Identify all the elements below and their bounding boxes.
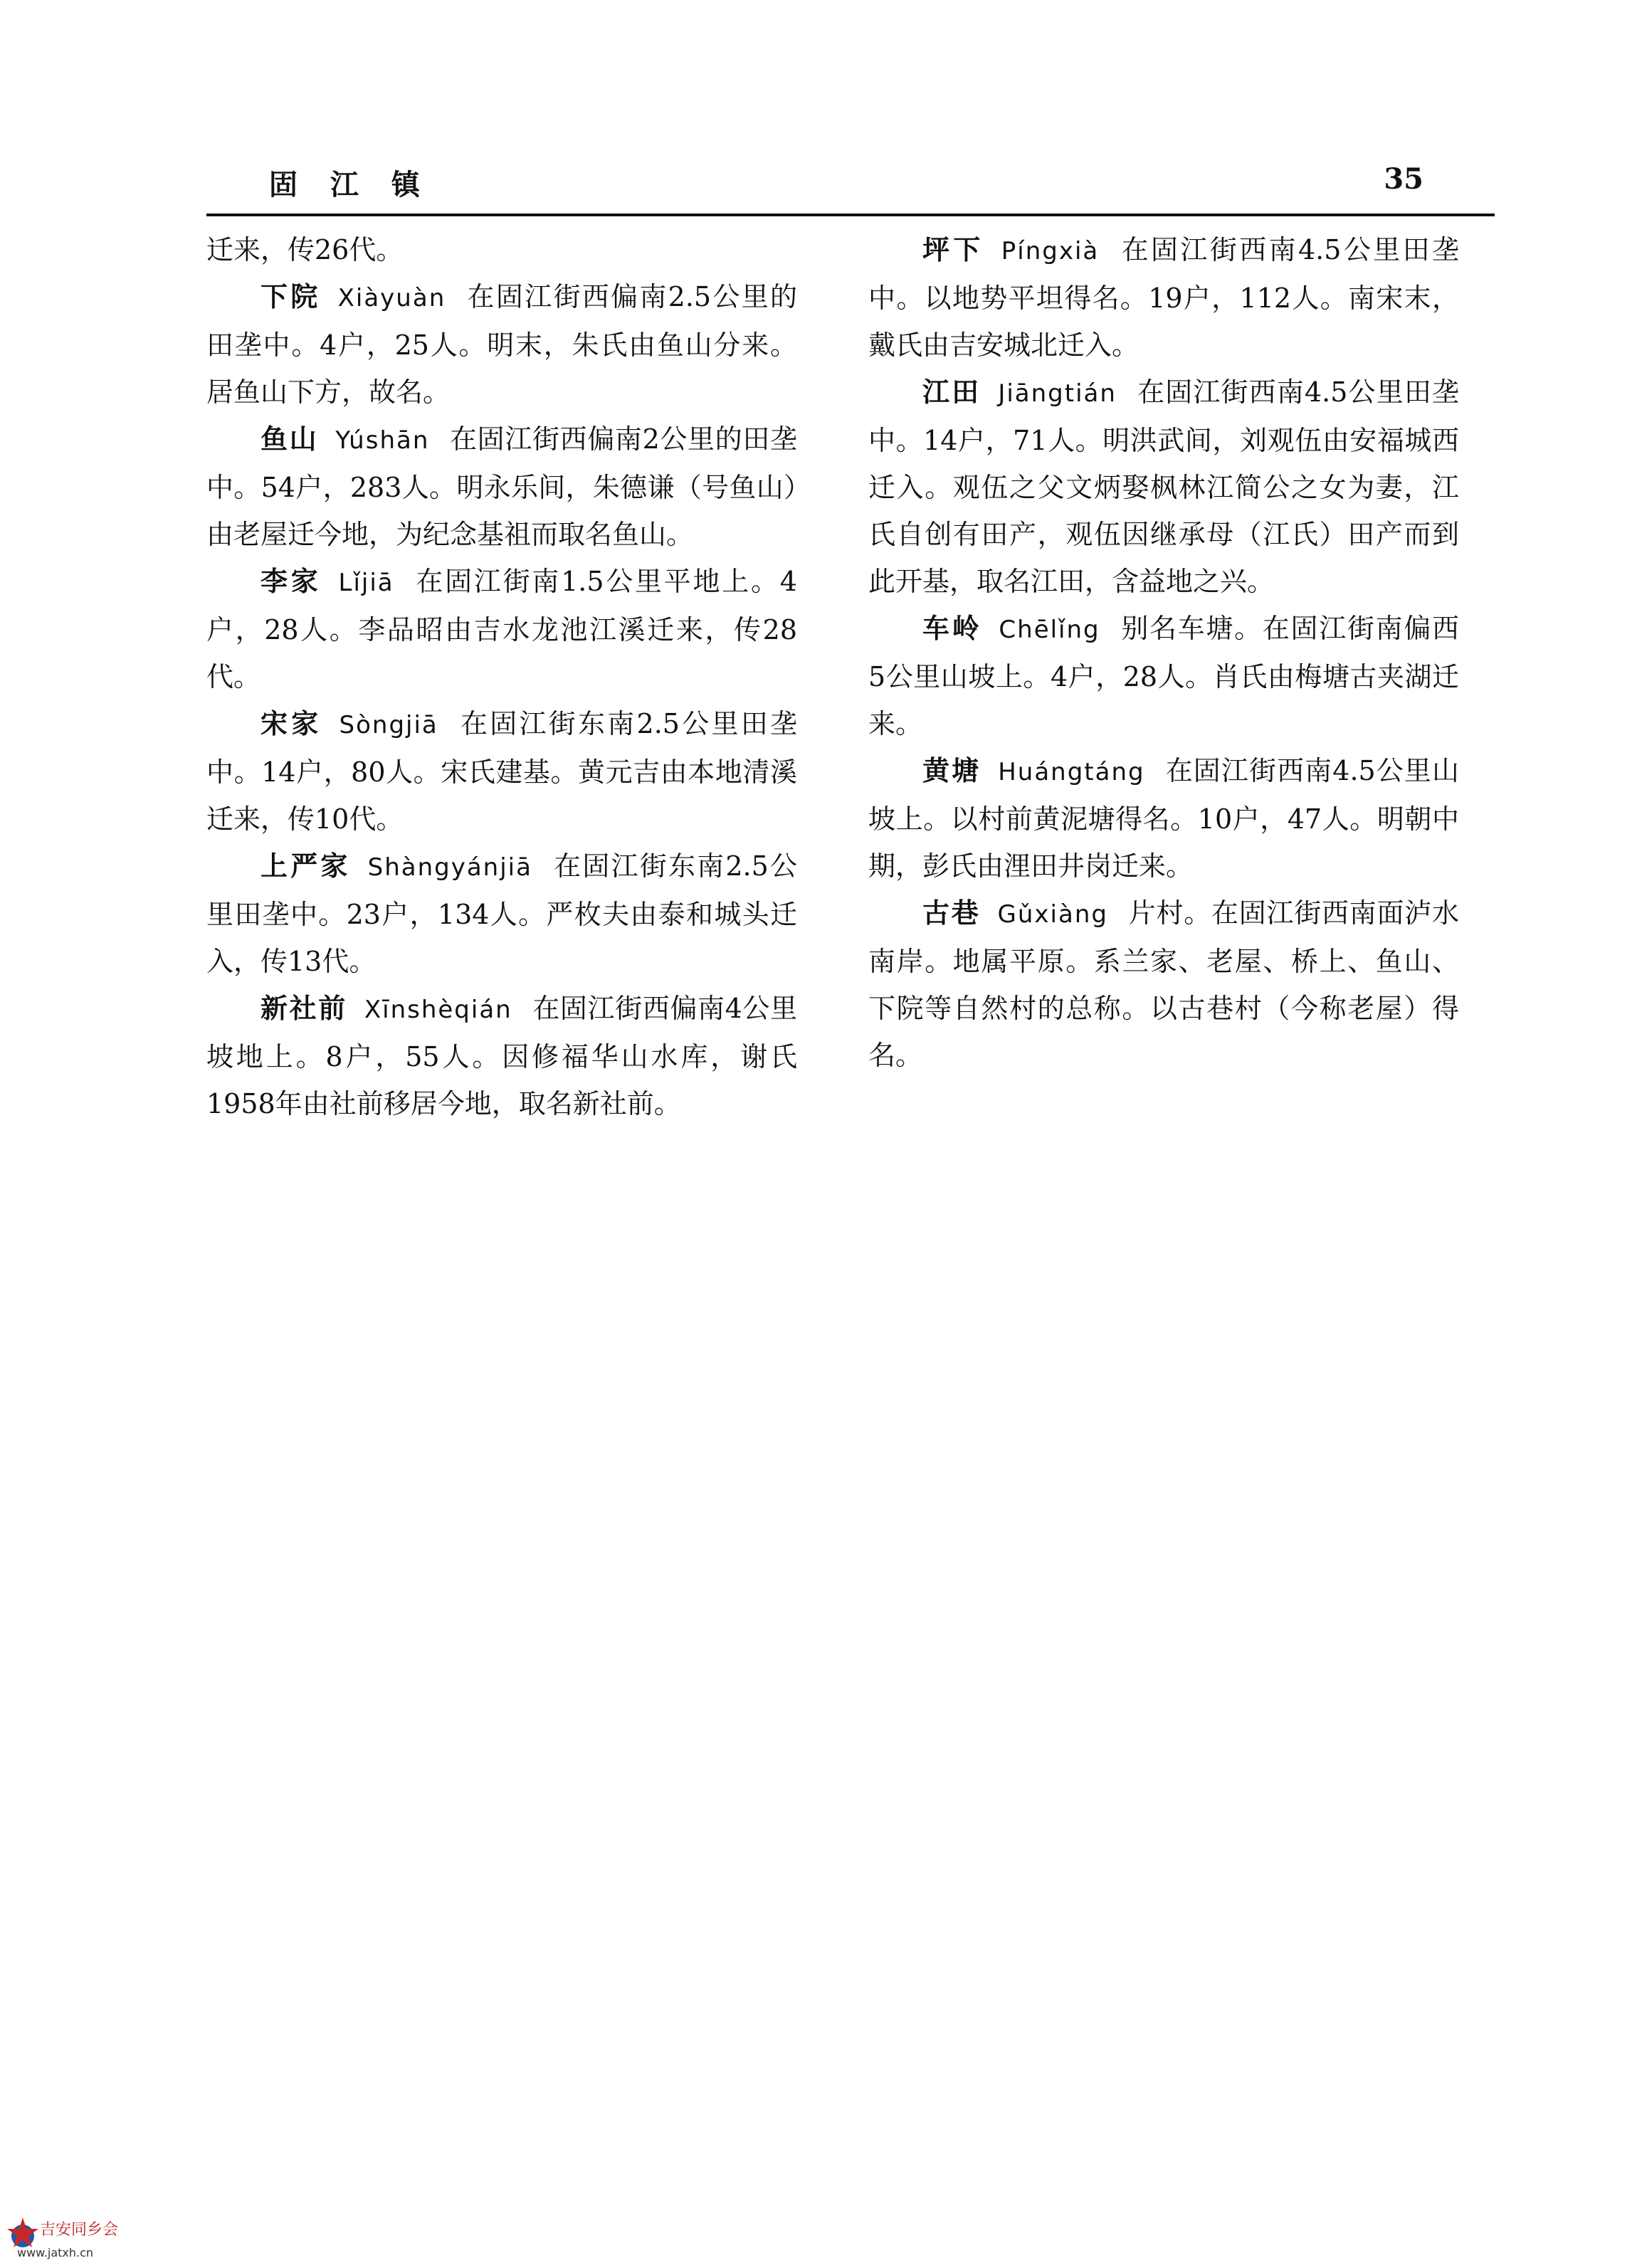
left-column	[206, 226, 797, 1127]
page-number: 35	[1384, 162, 1423, 196]
entry-pinyin: Yúshān	[335, 426, 430, 455]
running-title: 固 江 镇	[269, 169, 431, 201]
entry-pinyin: Jiāngtián	[998, 379, 1117, 408]
entry-text: 在固江街西南4.5公里山坡上。以村前黄泥塘得名。10户，47人。明朝中期，彭氏由浬田井岗迁来。	[868, 755, 1459, 882]
entry-xinsheqian	[206, 985, 797, 1127]
entry-text: 片村。在固江街西南面泸水南岸。地属平原。系兰家、老屋、桥上、鱼山、下院等自然村的总称。以古巷村（今称老屋）得名。	[868, 897, 1459, 1071]
entry-name: 宋家	[260, 708, 322, 739]
entry-pinyin: Chēlǐng	[999, 616, 1100, 644]
entry-text: 在固江街东南2.5公里田垄中。23户，134人。严枚夫由泰和城头迁入，传13代。	[206, 850, 797, 977]
entry-huangtang	[868, 747, 1459, 890]
entry-text: 在固江街西偏南2公里的田垄中。54户，283人。明永乐间，朱德谦（号鱼山）由老屋迁今地，为纪念基祖而取名鱼山。	[206, 423, 797, 550]
entry-name: 李家	[260, 566, 322, 597]
entry-pinyin: Huángtáng	[998, 758, 1145, 786]
entry-shangyanjia	[206, 843, 797, 985]
entry-pinyin: Xiàyuàn	[337, 284, 446, 312]
continuation-text: 迁来，传26代。	[206, 234, 404, 265]
entry-name: 上严家	[260, 850, 351, 882]
entry-name: 下院	[260, 281, 321, 312]
entry-lijia	[206, 558, 797, 700]
entry-name: 车岭	[922, 613, 982, 644]
entry-text: 在固江街西偏南2.5公里的田垄中。4户，25人。明末，朱氏由鱼山分来。居鱼山下方，故名。	[206, 281, 797, 408]
site-watermark	[4, 2215, 161, 2264]
watermark-url: www.jatxh.cn	[17, 2246, 94, 2259]
entry-pinyin: Sòngjiā	[339, 711, 438, 739]
entry-name: 新社前	[260, 993, 347, 1024]
entry-xiayuan	[206, 273, 797, 416]
entry-text: 在固江街西南4.5公里田垄中。以地势平坦得名。19户，112人。南宋末，戴氏由吉安城北迁入。	[868, 234, 1459, 361]
entry-guxiang	[868, 890, 1459, 1079]
entry-jiangtian	[868, 369, 1459, 605]
entry-text: 别名车塘。在固江街南偏西5公里山坡上。4户，28人。肖氏由梅塘古夹湖迁来。	[868, 613, 1459, 739]
entry-pinyin: Píngxià	[1001, 237, 1100, 265]
page-header	[206, 162, 1438, 205]
entry-text: 在固江街东南2.5公里田垄中。14户，80人。宋氏建基。黄元吉由本地清溪迁来，传10代。	[206, 708, 797, 835]
entry-yushan	[206, 416, 797, 558]
entry-text: 在固江街西南4.5公里田垄中。14户，71人。明洪武间，刘观伍由安福城西迁入。观伍之父文炳娶枫林江简公之女为妻，江氏自创有田产，观伍因继承母（江氏）田产而到此开基，取名江田，含益地之兴。	[868, 376, 1459, 597]
entry-pingxia	[868, 226, 1459, 369]
entry-text: 在固江街南1.5公里平地上。4户，28人。李品昭由吉水龙池江溪迁来，传28代。	[206, 566, 797, 692]
entry-name: 黄塘	[922, 755, 981, 786]
entry-songjia	[206, 700, 797, 843]
entry-cheling	[868, 605, 1459, 747]
entry-name: 古巷	[922, 897, 981, 929]
header-rule	[206, 213, 1495, 216]
watermark-text: 吉安同乡会	[40, 2221, 119, 2239]
entry-name: 江田	[922, 376, 981, 408]
entry-name: 鱼山	[260, 423, 319, 455]
entry-pinyin: Lǐjiā	[338, 569, 394, 597]
entry-text: 在固江街西偏南4公里坡地上。8户，55人。因修福华山水库，谢氏1958年由社前移居今地，取名新社前。	[206, 993, 797, 1119]
entry-pinyin: Xīnshèqián	[364, 996, 512, 1024]
right-column	[868, 226, 1459, 1079]
entry-pinyin: Gǔxiàng	[997, 900, 1108, 929]
entry-name: 坪下	[922, 234, 984, 265]
entry-pinyin: Shàngyánjiā	[367, 853, 532, 882]
